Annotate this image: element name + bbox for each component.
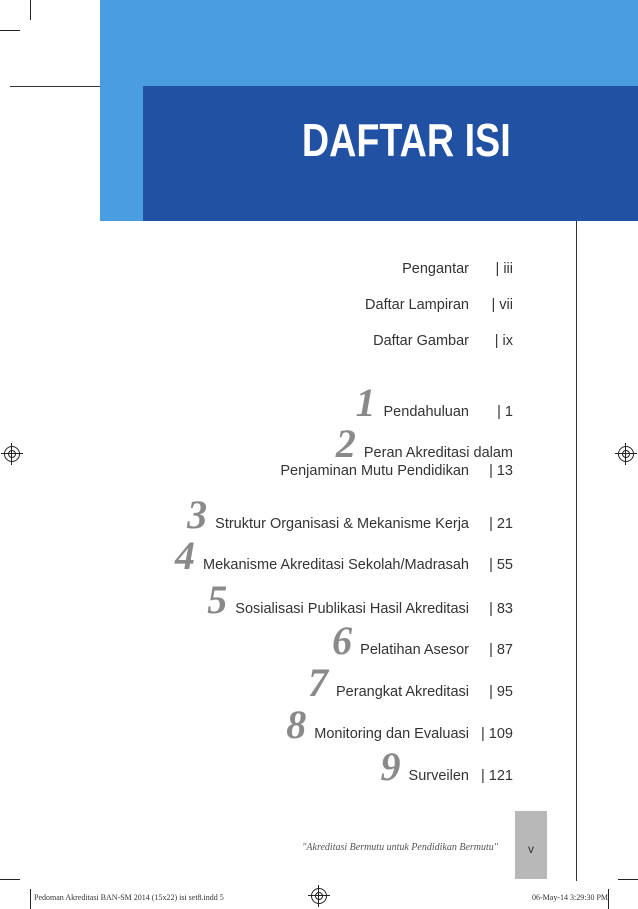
footer-tagline: "Akreditasi Bermutu untuk Pendidikan Bermutu" — [302, 842, 498, 853]
toc-title: Pendahuluan — [383, 404, 469, 420]
toc-row-front — [373, 333, 513, 349]
toc-row-chapter — [187, 492, 513, 537]
crop-mark — [618, 879, 638, 880]
toc-row-chapter — [332, 618, 513, 663]
print-slug-right: 06-May-14 3:29:30 PM — [532, 893, 608, 902]
toc-title: Sosialisasi Publikasi Hasil Akreditasi — [235, 601, 469, 617]
chapter-number: 9 — [380, 744, 401, 789]
toc-row-chapter — [207, 577, 513, 622]
toc-page: | 83 — [489, 601, 513, 617]
chapter-number: 7 — [308, 660, 328, 705]
toc-row-chapter — [355, 380, 513, 425]
toc-row-chapter — [308, 660, 513, 705]
page-number: v — [528, 842, 534, 856]
toc-row-chapter-continued — [280, 463, 513, 479]
toc-row-chapter — [286, 702, 513, 747]
toc-row-chapter — [335, 421, 513, 466]
toc-title: Perangkat Akreditasi — [336, 684, 469, 700]
toc-title: Pengantar — [402, 261, 469, 277]
toc-page: | 55 — [489, 557, 513, 573]
toc-page: | 1 — [497, 404, 513, 420]
toc-page: | 13 — [489, 463, 513, 479]
toc-title: Surveilen — [408, 768, 469, 784]
chapter-number: 2 — [335, 421, 356, 466]
crop-mark — [576, 221, 577, 881]
toc-title: Daftar Gambar — [373, 333, 469, 349]
page-title: DAFTAR ISI — [302, 114, 511, 166]
toc-page: | 109 — [481, 726, 513, 742]
toc-page: | vii — [491, 297, 513, 313]
crop-mark — [0, 879, 20, 880]
toc-title: Daftar Lampiran — [365, 297, 469, 313]
toc-row-chapter — [175, 533, 513, 578]
toc-title: Struktur Organisasi & Mekanisme Kerja — [215, 516, 469, 532]
toc-page: | 121 — [481, 768, 513, 784]
registration-mark-icon — [4, 446, 20, 462]
chapter-number: 1 — [355, 380, 376, 425]
chapter-number: 8 — [286, 702, 307, 747]
toc-row-chapter — [380, 744, 513, 789]
chapter-number: 4 — [175, 533, 196, 578]
crop-mark — [608, 889, 609, 909]
registration-mark-icon — [618, 446, 634, 462]
print-slug-left: Pedoman Akreditasi BAN-SM 2014 (15x22) isi set8.indd 5 — [34, 893, 224, 902]
toc-page: | ix — [494, 333, 513, 349]
toc-row-front — [402, 261, 513, 277]
registration-mark-icon — [311, 888, 327, 904]
crop-mark — [30, 0, 31, 20]
chapter-number: 6 — [332, 618, 353, 663]
toc-row-front — [365, 297, 513, 313]
toc-title: Penjaminan Mutu Pendidikan — [280, 463, 469, 479]
crop-mark — [30, 889, 31, 909]
toc-page: | 87 — [489, 642, 513, 658]
chapter-number: 5 — [207, 577, 228, 622]
crop-mark — [0, 30, 20, 31]
toc-page: | 95 — [489, 684, 513, 700]
chapter-number: 3 — [187, 492, 208, 537]
toc-title: Peran Akreditasi dalam — [363, 445, 513, 461]
toc-title: Monitoring dan Evaluasi — [314, 726, 469, 742]
toc-page: | 21 — [489, 516, 513, 532]
toc-page: | iii — [495, 261, 513, 277]
toc-title: Pelatihan Asesor — [360, 642, 469, 658]
toc-title: Mekanisme Akreditasi Sekolah/Madrasah — [203, 557, 469, 573]
